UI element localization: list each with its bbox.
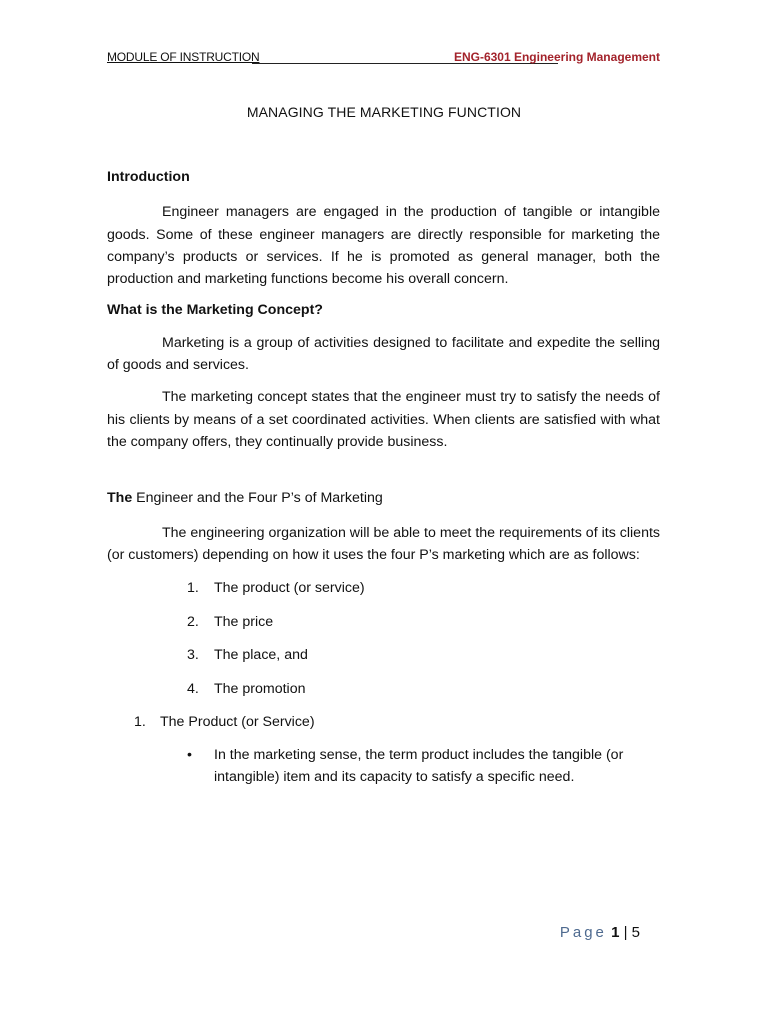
product-section-title: The Product (or Service) bbox=[160, 714, 315, 731]
list-item bbox=[107, 678, 660, 712]
page-header bbox=[107, 50, 660, 70]
list-item-text: The price bbox=[214, 613, 274, 630]
list-item-number: 1. bbox=[187, 580, 199, 597]
page-number-current: 1 bbox=[611, 924, 620, 941]
four-ps-list bbox=[107, 577, 660, 711]
introduction-paragraph: Engineer managers are engaged in the production of tangible or intangible goods. Some of these engineer managers are directly responsible for marketing the company’s products or services. If he is promoted as general manager, both the production and marketing functions become his overall concern. bbox=[107, 204, 660, 288]
concept-paragraph-2: The marketing concept states that the engineer must try to satisfy the needs of his clients by means of a set coordinated activities. When clients are satisfied with what the company offers, they continually provide business. bbox=[107, 389, 660, 450]
bullet-text: In the marketing sense, the term product includes the tangible (or intangible) item and its capacity to satisfy a specific need. bbox=[214, 747, 624, 786]
header-course-title: ENG-6301 Engineering Management bbox=[453, 50, 660, 64]
four-ps-heading-bold: The bbox=[107, 490, 133, 507]
document-body bbox=[107, 166, 660, 789]
four-ps-paragraph: The engineering organization will be able to meet the requirements of its clients (or customers) depending on how it uses the four P’s marketing which are as follows: bbox=[107, 524, 660, 563]
list-item-number: 2. bbox=[187, 613, 199, 630]
section-heading-introduction: Introduction bbox=[107, 169, 190, 185]
document-title: MANAGING THE MARKETING FUNCTION bbox=[246, 104, 522, 120]
page-number-total: 5 bbox=[631, 924, 640, 941]
page-footer bbox=[560, 924, 640, 941]
bullet-item bbox=[107, 744, 660, 789]
product-section-heading bbox=[107, 711, 660, 744]
list-item-number: 4. bbox=[187, 680, 199, 697]
list-item-text: The place, and bbox=[214, 647, 308, 664]
list-item-text: The product (or service) bbox=[214, 580, 365, 597]
concept-paragraph-1: Marketing is a group of activities designed to facilitate and expedite the selling of goods and services. bbox=[107, 334, 660, 374]
list-item bbox=[107, 577, 660, 611]
list-item bbox=[107, 644, 660, 678]
bullet-dot-icon: • bbox=[187, 747, 192, 764]
section-heading-four-ps bbox=[107, 487, 660, 509]
list-item-number: 3. bbox=[187, 647, 199, 664]
page-separator: | bbox=[623, 924, 628, 941]
page-label: Page bbox=[559, 924, 607, 941]
header-module-label: MODULE OF INSTRUCTION bbox=[107, 50, 260, 64]
list-item-text: The promotion bbox=[214, 680, 306, 697]
list-item bbox=[107, 611, 660, 645]
four-ps-heading-rest: Engineer and the Four P’s of Marketing bbox=[132, 490, 383, 507]
section-heading-marketing-concept: What is the Marketing Concept? bbox=[107, 302, 323, 319]
product-section-number: 1. bbox=[134, 714, 146, 731]
